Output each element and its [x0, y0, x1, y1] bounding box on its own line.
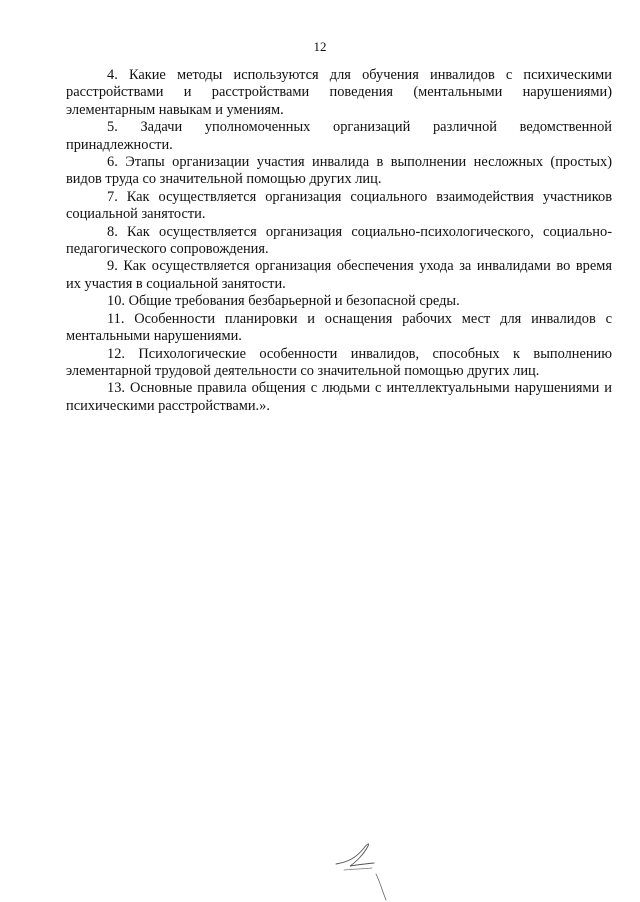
list-item: 4. Какие методы используются для обучения инвалидов с психическими расстройствами и расстройствами поведения (ментальными нарушениями) элементарным навыкам и умениям. — [66, 67, 612, 118]
page-number: 12 — [313, 39, 327, 54]
signature-mark — [326, 832, 396, 902]
list-item: 6. Этапы организации участия инвалида в выполнении несложных (простых) видов труда со значительной помощью других лиц. — [66, 154, 612, 188]
list-item: 5. Задачи уполномоченных организаций различной ведомственной принадлежности. — [66, 119, 612, 153]
list-item: 12. Психологические особенности инвалидов, способных к выполнению элементарной трудовой деятельности со значительной помощью других лиц. — [66, 345, 612, 379]
list-item: 10. Общие требования безбарьерной и безопасной среды. — [107, 293, 460, 310]
list-item: 9. Как осуществляется организация обеспечения ухода за инвалидами во время их участия в социальной занятости. — [66, 258, 612, 292]
list-item: 8. Как осуществляется организация социально-психологического, социально-педагогического сопровождения. — [66, 223, 612, 258]
list-item: 7. Как осуществляется организация социального взаимодействия участников социальной занятости. — [66, 188, 612, 223]
list-item: 11. Особенности планировки и оснащения рабочих мест для инвалидов с ментальными нарушениями. — [66, 310, 612, 345]
list-item: 13. Основные правила общения с людьми с интеллектуальными нарушениями и психическими расстройствами.». — [66, 380, 612, 414]
question-list — [66, 67, 612, 415]
